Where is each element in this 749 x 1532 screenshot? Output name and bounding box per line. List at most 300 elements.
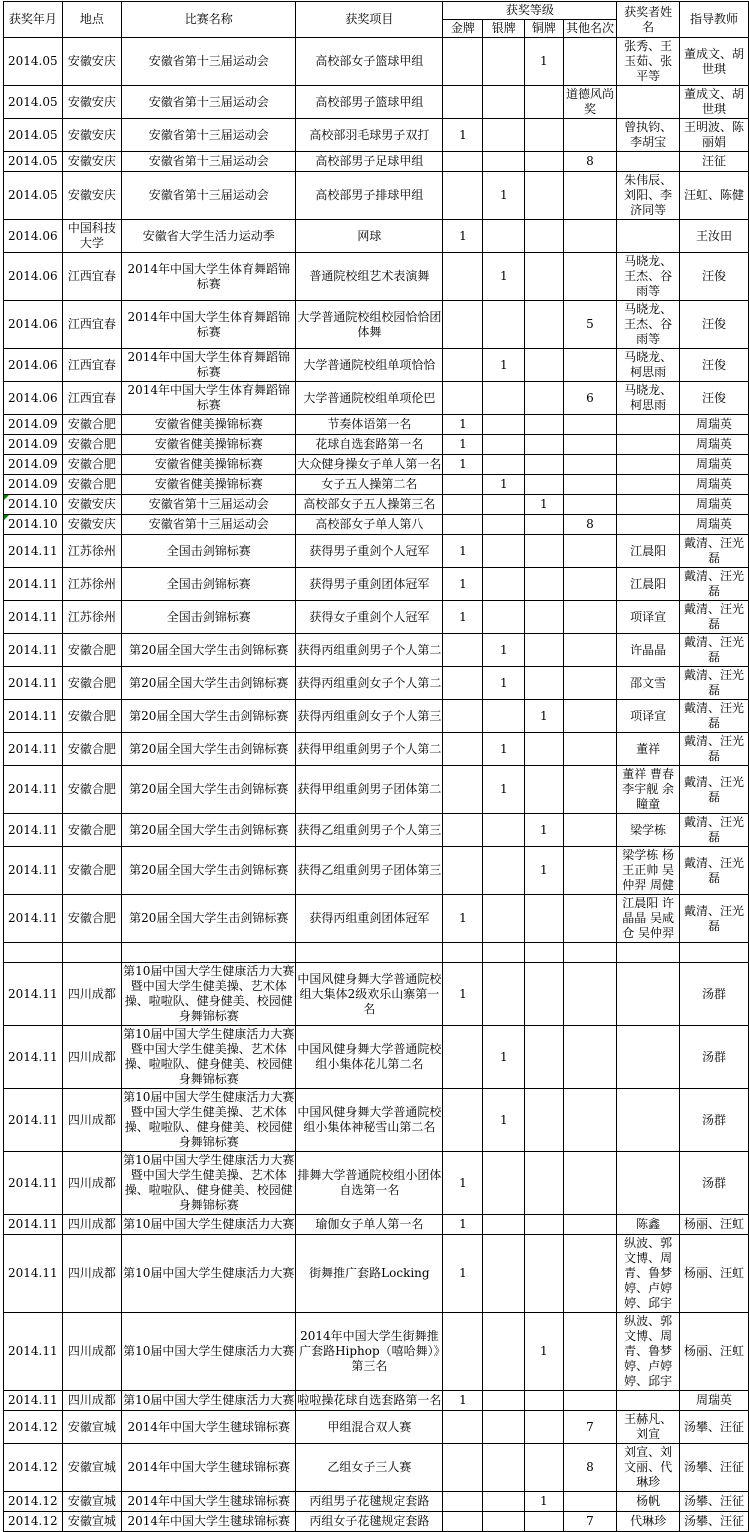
cell-other[interactable] <box>563 495 617 515</box>
cell-location[interactable]: 安徽安庆 <box>62 38 121 86</box>
cell-location[interactable]: 江苏徐州 <box>62 568 121 601</box>
cell-bronze[interactable] <box>525 86 563 119</box>
cell-date[interactable]: 2014.11 <box>4 1313 63 1391</box>
cell-competition[interactable]: 安徽省第十三届运动会 <box>122 495 296 515</box>
cell-other[interactable]: 8 <box>563 1444 617 1492</box>
cell-competition[interactable]: 全国击剑锦标赛 <box>122 568 296 601</box>
header-other[interactable]: 其他名次 <box>563 20 617 38</box>
cell-project[interactable]: 获得男子重剑团体冠军 <box>296 568 443 601</box>
cell-bronze[interactable] <box>525 568 563 601</box>
cell-silver[interactable] <box>483 895 525 943</box>
cell-silver[interactable] <box>483 1444 525 1492</box>
cell-gold[interactable]: 1 <box>443 568 483 601</box>
cell-winners[interactable] <box>617 415 680 435</box>
cell-gold[interactable]: 1 <box>443 1152 483 1215</box>
cell-date[interactable]: 2014.11 <box>4 1215 63 1235</box>
cell-other[interactable]: 5 <box>563 301 617 349</box>
cell-location[interactable]: 安徽宣城 <box>62 1411 121 1444</box>
cell-instructors[interactable] <box>679 943 748 963</box>
cell-winners[interactable] <box>617 475 680 495</box>
cell-location[interactable]: 安徽合肥 <box>62 415 121 435</box>
cell-competition[interactable]: 第10届中国大学生健康活力大赛暨中国大学生健美操、艺术体操、啦啦队、健身健美、校园健身舞锦标赛 <box>122 1089 296 1152</box>
cell-bronze[interactable] <box>525 301 563 349</box>
cell-instructors[interactable]: 汤群 <box>679 1152 748 1215</box>
cell-location[interactable]: 安徽安庆 <box>62 119 121 152</box>
cell-date[interactable]: 2014.10 <box>4 515 63 535</box>
cell-project[interactable]: 获得丙组重剑团体冠军 <box>296 895 443 943</box>
cell-date[interactable]: 2014.09 <box>4 415 63 435</box>
header-gold[interactable]: 金牌 <box>443 20 483 38</box>
cell-gold[interactable] <box>443 847 483 895</box>
cell-silver[interactable]: 1 <box>483 634 525 667</box>
cell-project[interactable]: 高校部女子五人操第三名 <box>296 495 443 515</box>
cell-other[interactable] <box>563 415 617 435</box>
cell-winners[interactable]: 江晨阳 <box>617 568 680 601</box>
cell-date[interactable]: 2014.11 <box>4 895 63 943</box>
cell-competition[interactable]: 安徽省健美操锦标赛 <box>122 475 296 495</box>
cell-other[interactable]: 道德风尚奖 <box>563 86 617 119</box>
cell-other[interactable] <box>563 963 617 1026</box>
cell-other[interactable]: 6 <box>563 382 617 415</box>
cell-location[interactable]: 安徽宣城 <box>62 1512 121 1532</box>
cell-winners[interactable]: 江晨阳 <box>617 535 680 568</box>
cell-winners[interactable]: 曾执钧、李胡宝 <box>617 119 680 152</box>
cell-other[interactable] <box>563 1313 617 1391</box>
cell-bronze[interactable] <box>525 667 563 700</box>
cell-other[interactable] <box>563 601 617 634</box>
cell-silver[interactable] <box>483 847 525 895</box>
cell-gold[interactable] <box>443 495 483 515</box>
header-project[interactable]: 获奖项目 <box>296 2 443 38</box>
cell-winners[interactable]: 许晶晶 <box>617 634 680 667</box>
cell-project[interactable]: 甲组混合双人赛 <box>296 1411 443 1444</box>
cell-winners[interactable] <box>617 86 680 119</box>
cell-other[interactable] <box>563 253 617 301</box>
cell-instructors[interactable]: 汪俊 <box>679 349 748 382</box>
cell-winners[interactable]: 项译宣 <box>617 601 680 634</box>
cell-instructors[interactable]: 周瑞英 <box>679 455 748 475</box>
cell-gold[interactable]: 1 <box>443 1391 483 1411</box>
cell-silver[interactable] <box>483 38 525 86</box>
cell-project[interactable]: 大学普通院校组单项伦巴 <box>296 382 443 415</box>
header-winners[interactable]: 获奖者姓名 <box>617 2 680 38</box>
cell-location[interactable] <box>62 943 121 963</box>
cell-silver[interactable] <box>483 1411 525 1444</box>
cell-competition[interactable]: 2014年中国大学生毽球锦标赛 <box>122 1411 296 1444</box>
cell-competition[interactable]: 安徽省健美操锦标赛 <box>122 435 296 455</box>
cell-instructors[interactable]: 戴清、汪光磊 <box>679 814 748 847</box>
cell-competition[interactable]: 第10届中国大学生健康活力大赛暨中国大学生健美操、艺术体操、啦啦队、健身健美、校园健身舞锦标赛 <box>122 963 296 1026</box>
cell-project[interactable]: 啦啦操花球自选套路第一名 <box>296 1391 443 1411</box>
cell-competition[interactable]: 第20届全国大学生击剑锦标赛 <box>122 847 296 895</box>
cell-winners[interactable]: 朱伟辰、刘阳、李济同等 <box>617 172 680 220</box>
cell-instructors[interactable]: 戴清、汪光磊 <box>679 847 748 895</box>
cell-gold[interactable]: 1 <box>443 895 483 943</box>
cell-date[interactable]: 2014.11 <box>4 733 63 766</box>
cell-other[interactable] <box>563 700 617 733</box>
cell-gold[interactable] <box>443 1444 483 1492</box>
cell-instructors[interactable]: 戴清、汪光磊 <box>679 568 748 601</box>
cell-date[interactable]: 2014.12 <box>4 1444 63 1492</box>
cell-instructors[interactable]: 杨丽、汪虹 <box>679 1215 748 1235</box>
cell-project[interactable]: 节奏体语第一名 <box>296 415 443 435</box>
header-instructors[interactable]: 指导教师 <box>679 2 748 38</box>
cell-project[interactable]: 大众健身操女子单人第一名 <box>296 455 443 475</box>
cell-project[interactable]: 花球自选套路第一名 <box>296 435 443 455</box>
cell-date[interactable]: 2014.05 <box>4 86 63 119</box>
cell-project[interactable]: 2014年中国大学生街舞推广套路Hiphop（嘻哈舞）》第三名 <box>296 1313 443 1391</box>
cell-silver[interactable] <box>483 435 525 455</box>
cell-silver[interactable] <box>483 1215 525 1235</box>
cell-other[interactable] <box>563 435 617 455</box>
cell-gold[interactable] <box>443 349 483 382</box>
cell-location[interactable]: 安徽合肥 <box>62 733 121 766</box>
cell-gold[interactable] <box>443 1411 483 1444</box>
cell-silver[interactable] <box>483 963 525 1026</box>
cell-winners[interactable]: 纵波、郭文博、周青、鲁梦婷、卢婷婷、邱宇 <box>617 1235 680 1313</box>
cell-gold[interactable] <box>443 943 483 963</box>
cell-date[interactable]: 2014.11 <box>4 700 63 733</box>
cell-winners[interactable]: 刘宣、刘文丽、代琳珍 <box>617 1444 680 1492</box>
cell-silver[interactable] <box>483 943 525 963</box>
cell-project[interactable]: 丙组男子花毽规定套路 <box>296 1492 443 1512</box>
cell-competition[interactable]: 安徽省第十三届运动会 <box>122 38 296 86</box>
cell-competition[interactable]: 第10届中国大学生健康活力大赛 <box>122 1235 296 1313</box>
cell-project[interactable]: 高校部男子排球甲组 <box>296 172 443 220</box>
cell-other[interactable]: 7 <box>563 1411 617 1444</box>
cell-project[interactable]: 网球 <box>296 220 443 253</box>
cell-date[interactable]: 2014.11 <box>4 1026 63 1089</box>
cell-bronze[interactable]: 1 <box>525 814 563 847</box>
cell-competition[interactable]: 安徽省第十三届运动会 <box>122 515 296 535</box>
cell-location[interactable]: 安徽宣城 <box>62 1444 121 1492</box>
cell-date[interactable]: 2014.11 <box>4 963 63 1026</box>
cell-location[interactable]: 四川成都 <box>62 1391 121 1411</box>
cell-gold[interactable] <box>443 733 483 766</box>
cell-bronze[interactable] <box>525 1411 563 1444</box>
cell-date[interactable]: 2014.05 <box>4 152 63 172</box>
cell-instructors[interactable]: 周瑞英 <box>679 515 748 535</box>
cell-competition[interactable]: 全国击剑锦标赛 <box>122 601 296 634</box>
cell-instructors[interactable]: 汤群 <box>679 1089 748 1152</box>
cell-winners[interactable]: 张秀、王玉茹、张平等 <box>617 38 680 86</box>
cell-project[interactable]: 高校部男子足球甲组 <box>296 152 443 172</box>
cell-bronze[interactable] <box>525 634 563 667</box>
cell-date[interactable]: 2014.11 <box>4 847 63 895</box>
cell-location[interactable]: 安徽安庆 <box>62 495 121 515</box>
cell-project[interactable]: 中国风健身舞大学普通院校组小集体神秘雪山第二名 <box>296 1089 443 1152</box>
cell-instructors[interactable]: 董成文、胡世琪 <box>679 38 748 86</box>
cell-gold[interactable]: 1 <box>443 963 483 1026</box>
cell-other[interactable] <box>563 895 617 943</box>
cell-location[interactable]: 四川成都 <box>62 1235 121 1313</box>
cell-project[interactable]: 高校部男子篮球甲组 <box>296 86 443 119</box>
cell-gold[interactable] <box>443 766 483 814</box>
cell-instructors[interactable]: 戴清、汪光磊 <box>679 895 748 943</box>
cell-other[interactable] <box>563 455 617 475</box>
cell-winners[interactable] <box>617 1152 680 1215</box>
cell-date[interactable]: 2014.05 <box>4 172 63 220</box>
cell-competition[interactable]: 第20届全国大学生击剑锦标赛 <box>122 733 296 766</box>
cell-location[interactable]: 江西宜春 <box>62 253 121 301</box>
cell-project[interactable]: 高校部女子篮球甲组 <box>296 38 443 86</box>
cell-instructors[interactable]: 王明波、陈丽娟 <box>679 119 748 152</box>
cell-other[interactable] <box>563 1152 617 1215</box>
cell-location[interactable]: 安徽安庆 <box>62 172 121 220</box>
cell-instructors[interactable]: 戴清、汪光磊 <box>679 700 748 733</box>
cell-date[interactable]: 2014.11 <box>4 568 63 601</box>
cell-gold[interactable] <box>443 38 483 86</box>
cell-bronze[interactable] <box>525 119 563 152</box>
cell-competition[interactable]: 第10届中国大学生健康活力大赛 <box>122 1391 296 1411</box>
cell-instructors[interactable]: 汤攀、汪征 <box>679 1444 748 1492</box>
cell-silver[interactable] <box>483 495 525 515</box>
cell-bronze[interactable] <box>525 220 563 253</box>
cell-competition[interactable]: 第20届全国大学生击剑锦标赛 <box>122 766 296 814</box>
cell-winners[interactable]: 马晓龙、柯思雨 <box>617 349 680 382</box>
cell-instructors[interactable]: 周瑞英 <box>679 435 748 455</box>
cell-gold[interactable]: 1 <box>443 119 483 152</box>
cell-gold[interactable] <box>443 172 483 220</box>
cell-winners[interactable] <box>617 963 680 1026</box>
cell-location[interactable]: 四川成都 <box>62 1026 121 1089</box>
cell-winners[interactable]: 江晨阳 许晶晶 吴咸仓 吴仲羿 <box>617 895 680 943</box>
cell-instructors[interactable]: 汤攀、汪征 <box>679 1492 748 1512</box>
cell-competition[interactable]: 2014年中国大学生毽球锦标赛 <box>122 1444 296 1492</box>
cell-other[interactable] <box>563 634 617 667</box>
cell-location[interactable]: 四川成都 <box>62 1089 121 1152</box>
cell-bronze[interactable] <box>525 515 563 535</box>
cell-location[interactable]: 安徽合肥 <box>62 455 121 475</box>
cell-location[interactable]: 江西宜春 <box>62 349 121 382</box>
cell-gold[interactable]: 1 <box>443 415 483 435</box>
cell-bronze[interactable] <box>525 1215 563 1235</box>
cell-project[interactable]: 获得甲组重剑男子团体第二 <box>296 766 443 814</box>
cell-silver[interactable]: 1 <box>483 733 525 766</box>
cell-silver[interactable] <box>483 152 525 172</box>
cell-bronze[interactable]: 1 <box>525 495 563 515</box>
cell-bronze[interactable] <box>525 1235 563 1313</box>
cell-bronze[interactable]: 1 <box>525 847 563 895</box>
cell-competition[interactable]: 安徽省第十三届运动会 <box>122 152 296 172</box>
cell-date[interactable]: 2014.11 <box>4 814 63 847</box>
cell-location[interactable]: 中国科技大学 <box>62 220 121 253</box>
header-location[interactable]: 地点 <box>62 2 121 38</box>
cell-other[interactable] <box>563 1235 617 1313</box>
cell-winners[interactable]: 马晓龙、王杰、谷雨等 <box>617 253 680 301</box>
cell-bronze[interactable] <box>525 152 563 172</box>
cell-bronze[interactable] <box>525 455 563 475</box>
cell-bronze[interactable] <box>525 535 563 568</box>
cell-winners[interactable]: 马晓龙、王杰、谷雨等 <box>617 301 680 349</box>
cell-date[interactable]: 2014.09 <box>4 455 63 475</box>
cell-gold[interactable] <box>443 152 483 172</box>
cell-project[interactable]: 普通院校组艺术表演舞 <box>296 253 443 301</box>
cell-instructors[interactable]: 汪俊 <box>679 382 748 415</box>
cell-gold[interactable] <box>443 253 483 301</box>
cell-date[interactable]: 2014.06 <box>4 382 63 415</box>
cell-other[interactable] <box>563 1215 617 1235</box>
cell-winners[interactable]: 梁学栋 杨 王正帅 吴仲羿 周健 <box>617 847 680 895</box>
cell-competition[interactable]: 第10届中国大学生健康活力大赛 <box>122 1215 296 1235</box>
cell-instructors[interactable]: 戴清、汪光磊 <box>679 733 748 766</box>
cell-location[interactable]: 四川成都 <box>62 1313 121 1391</box>
cell-location[interactable]: 江苏徐州 <box>62 535 121 568</box>
cell-project[interactable]: 获得女子重剑个人冠军 <box>296 601 443 634</box>
cell-bronze[interactable] <box>525 733 563 766</box>
cell-winners[interactable]: 马晓龙、柯思雨 <box>617 382 680 415</box>
cell-gold[interactable] <box>443 301 483 349</box>
cell-location[interactable]: 安徽合肥 <box>62 435 121 455</box>
cell-instructors[interactable]: 王汝田 <box>679 220 748 253</box>
cell-other[interactable] <box>563 1089 617 1152</box>
cell-silver[interactable]: 1 <box>483 1026 525 1089</box>
cell-location[interactable]: 四川成都 <box>62 1152 121 1215</box>
cell-silver[interactable] <box>483 601 525 634</box>
cell-winners[interactable]: 董祥 <box>617 733 680 766</box>
cell-competition[interactable]: 2014年中国大学生体育舞蹈锦标赛 <box>122 382 296 415</box>
cell-date[interactable]: 2014.10 <box>4 495 63 515</box>
cell-project[interactable]: 中国风健身舞大学普通院校组大集体2级欢乐山寨第一名 <box>296 963 443 1026</box>
cell-instructors[interactable]: 汤群 <box>679 1026 748 1089</box>
cell-date[interactable]: 2014.05 <box>4 38 63 86</box>
cell-instructors[interactable]: 汪虹、陈健 <box>679 172 748 220</box>
cell-instructors[interactable]: 杨丽、汪虹 <box>679 1313 748 1391</box>
cell-silver[interactable]: 1 <box>483 172 525 220</box>
cell-date[interactable]: 2014.06 <box>4 301 63 349</box>
cell-gold[interactable] <box>443 814 483 847</box>
cell-project[interactable]: 高校部羽毛球男子双打 <box>296 119 443 152</box>
cell-project[interactable]: 获得乙组重剑男子团体第三 <box>296 847 443 895</box>
cell-project[interactable]: 女子五人操第二名 <box>296 475 443 495</box>
cell-silver[interactable] <box>483 220 525 253</box>
cell-bronze[interactable]: 1 <box>525 1313 563 1391</box>
cell-instructors[interactable]: 戴清、汪光磊 <box>679 766 748 814</box>
cell-other[interactable] <box>563 943 617 963</box>
cell-gold[interactable] <box>443 475 483 495</box>
cell-winners[interactable] <box>617 515 680 535</box>
cell-bronze[interactable] <box>525 475 563 495</box>
cell-location[interactable]: 安徽合肥 <box>62 847 121 895</box>
cell-bronze[interactable] <box>525 382 563 415</box>
cell-bronze[interactable] <box>525 415 563 435</box>
cell-competition[interactable]: 2014年中国大学生毽球锦标赛 <box>122 1492 296 1512</box>
cell-date[interactable]: 2014.11 <box>4 1235 63 1313</box>
cell-other[interactable] <box>563 568 617 601</box>
cell-silver[interactable] <box>483 814 525 847</box>
cell-other[interactable]: 7 <box>563 1512 617 1532</box>
cell-project[interactable]: 高校部女子单人第八 <box>296 515 443 535</box>
cell-competition[interactable]: 安徽省第十三届运动会 <box>122 119 296 152</box>
cell-location[interactable]: 安徽安庆 <box>62 86 121 119</box>
cell-silver[interactable] <box>483 455 525 475</box>
cell-project[interactable]: 丙组女子花毽规定套路 <box>296 1512 443 1532</box>
cell-winners[interactable] <box>617 220 680 253</box>
cell-instructors[interactable]: 杨丽、汪虹 <box>679 1235 748 1313</box>
cell-silver[interactable] <box>483 301 525 349</box>
cell-date[interactable]: 2014.11 <box>4 667 63 700</box>
cell-gold[interactable]: 1 <box>443 601 483 634</box>
cell-project[interactable]: 获得甲组重剑男子个人第二 <box>296 733 443 766</box>
cell-bronze[interactable] <box>525 895 563 943</box>
cell-winners[interactable]: 杨帆 <box>617 1492 680 1512</box>
cell-winners[interactable]: 纵波、郭文博、周青、鲁梦婷、卢婷婷、邱宇 <box>617 1313 680 1391</box>
cell-project[interactable]: 中国风健身舞大学普通院校组小集体花儿第二名 <box>296 1026 443 1089</box>
cell-competition[interactable]: 全国击剑锦标赛 <box>122 535 296 568</box>
cell-gold[interactable] <box>443 1026 483 1089</box>
cell-date[interactable]: 2014.12 <box>4 1492 63 1512</box>
cell-competition[interactable]: 第20届全国大学生击剑锦标赛 <box>122 667 296 700</box>
header-silver[interactable]: 银牌 <box>483 20 525 38</box>
cell-project[interactable]: 大学普通院校组校园恰恰团体舞 <box>296 301 443 349</box>
cell-bronze[interactable] <box>525 253 563 301</box>
cell-silver[interactable] <box>483 700 525 733</box>
cell-gold[interactable] <box>443 1089 483 1152</box>
cell-instructors[interactable]: 汪俊 <box>679 253 748 301</box>
cell-date[interactable]: 2014.09 <box>4 435 63 455</box>
cell-date[interactable]: 2014.11 <box>4 1089 63 1152</box>
header-competition[interactable]: 比赛名称 <box>122 2 296 38</box>
cell-gold[interactable] <box>443 667 483 700</box>
cell-silver[interactable]: 1 <box>483 667 525 700</box>
cell-competition[interactable]: 第20届全国大学生击剑锦标赛 <box>122 895 296 943</box>
cell-other[interactable] <box>563 220 617 253</box>
cell-bronze[interactable] <box>525 1026 563 1089</box>
cell-competition[interactable]: 第10届中国大学生健康活力大赛暨中国大学生健美操、艺术体操、啦啦队、健身健美、校园健身舞锦标赛 <box>122 1152 296 1215</box>
cell-project[interactable]: 获得男子重剑个人冠军 <box>296 535 443 568</box>
cell-silver[interactable]: 1 <box>483 349 525 382</box>
cell-instructors[interactable]: 汪俊 <box>679 301 748 349</box>
cell-competition[interactable]: 2014年中国大学生体育舞蹈锦标赛 <box>122 349 296 382</box>
cell-location[interactable]: 江西宜春 <box>62 382 121 415</box>
cell-other[interactable] <box>563 535 617 568</box>
cell-date[interactable]: 2014.11 <box>4 1152 63 1215</box>
cell-other[interactable] <box>563 766 617 814</box>
cell-project[interactable]: 乙组女子三人赛 <box>296 1444 443 1492</box>
cell-gold[interactable]: 1 <box>443 1215 483 1235</box>
cell-other[interactable] <box>563 119 617 152</box>
cell-date[interactable]: 2014.12 <box>4 1512 63 1532</box>
cell-winners[interactable]: 梁学栋 <box>617 814 680 847</box>
cell-winners[interactable]: 王赫凡、刘宣 <box>617 1411 680 1444</box>
cell-location[interactable]: 安徽合肥 <box>62 634 121 667</box>
cell-project[interactable]: 排舞大学普通院校组小团体自选第一名 <box>296 1152 443 1215</box>
cell-silver[interactable] <box>483 568 525 601</box>
cell-project[interactable]: 获得丙组重剑男子个人第二 <box>296 634 443 667</box>
cell-project[interactable]: 获得乙组重剑男子个人第三 <box>296 814 443 847</box>
cell-location[interactable]: 安徽合肥 <box>62 895 121 943</box>
cell-silver[interactable] <box>483 1235 525 1313</box>
cell-silver[interactable] <box>483 1152 525 1215</box>
cell-gold[interactable] <box>443 1313 483 1391</box>
cell-gold[interactable] <box>443 1512 483 1532</box>
cell-other[interactable] <box>563 847 617 895</box>
cell-winners[interactable]: 项译宣 <box>617 700 680 733</box>
cell-competition[interactable]: 安徽省健美操锦标赛 <box>122 455 296 475</box>
cell-winners[interactable] <box>617 1391 680 1411</box>
cell-silver[interactable]: 1 <box>483 253 525 301</box>
cell-project[interactable] <box>296 943 443 963</box>
cell-location[interactable]: 安徽安庆 <box>62 515 121 535</box>
cell-project[interactable]: 瑜伽女子单人第一名 <box>296 1215 443 1235</box>
cell-instructors[interactable]: 汤攀、汪征 <box>679 1411 748 1444</box>
cell-silver[interactable] <box>483 515 525 535</box>
cell-competition[interactable]: 安徽省第十三届运动会 <box>122 86 296 119</box>
cell-instructors[interactable]: 周瑞英 <box>679 475 748 495</box>
cell-silver[interactable] <box>483 382 525 415</box>
cell-winners[interactable]: 代琳珍 <box>617 1512 680 1532</box>
cell-gold[interactable] <box>443 634 483 667</box>
